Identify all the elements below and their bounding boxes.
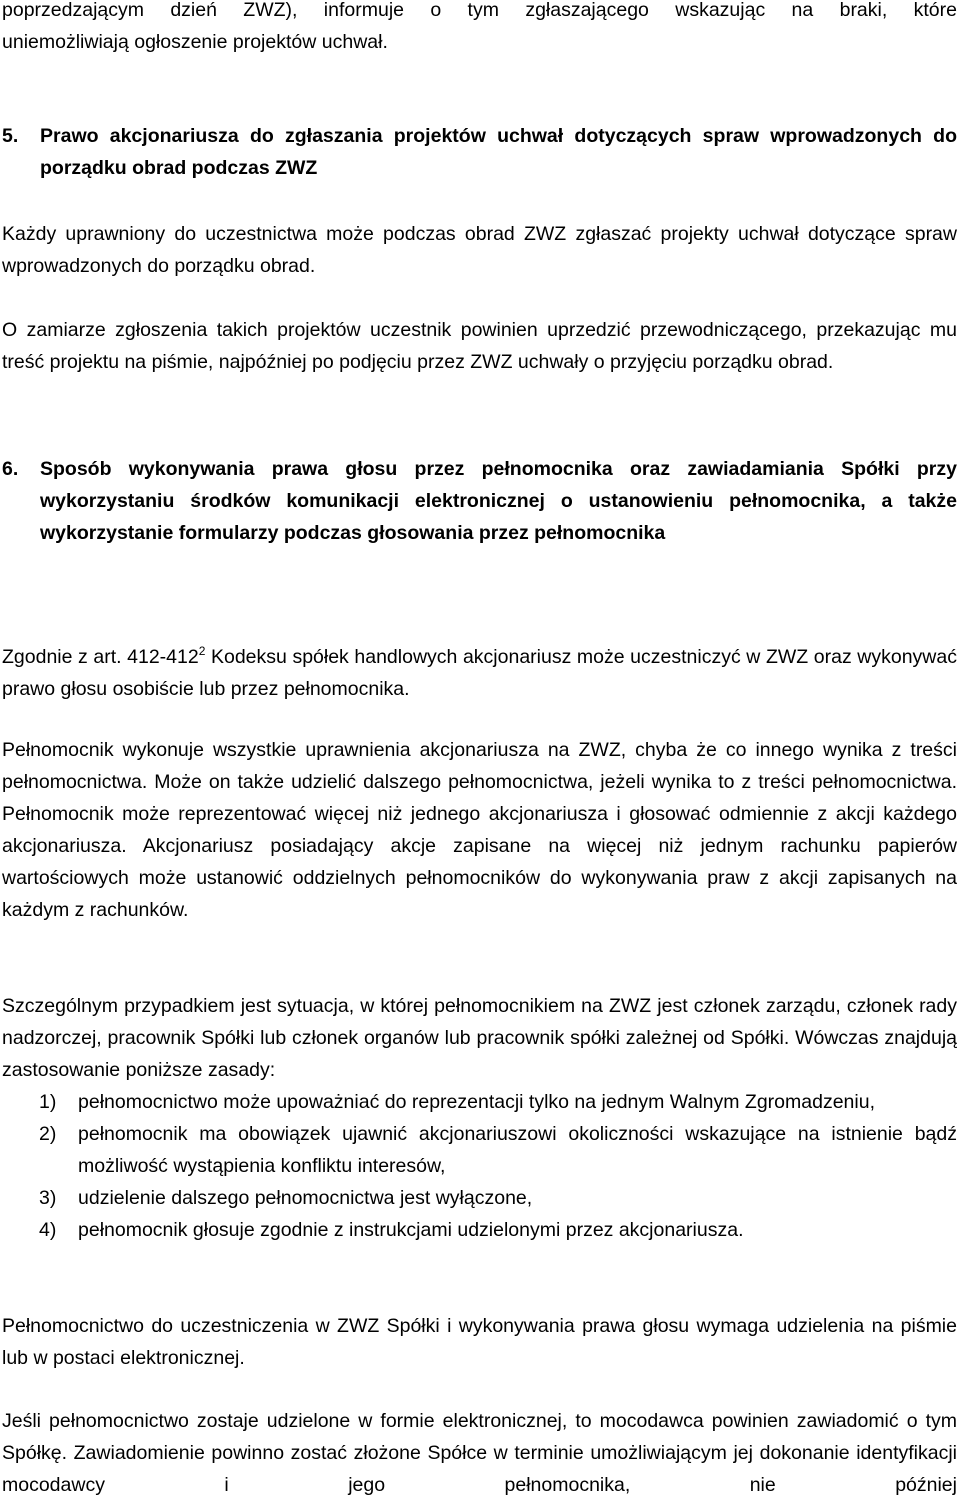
section-5-paragraph-2: O zamiarze zgłoszenia takich projektów uczestnik powinien uprzedzić przewodniczącego, przekazując mu treść projektu na piśmie, najpóźniej po podjęciu przez ZWZ uchwały o przyjęciu porządku obrad.: [2, 319, 957, 373]
list-item-text: pełnomocnictwo może upoważniać do reprezentacji tylko na jednym Walnym Zgromadzeniu,: [78, 1091, 875, 1113]
section-5-number: 5.: [2, 125, 19, 147]
list-item: [2, 1214, 957, 1246]
section-6-paragraph-3: Szczególnym przypadkiem jest sytuacja, w której pełnomocnikiem na ZWZ jest członek zarządu, członek rady nadzorczej, pracownik Spółki lub członek organów lub pracownik spółki zależnej od Spółki. Wówczas znajdują zastosowanie poniższe zasady:: [2, 995, 957, 1081]
list-marker: 1): [39, 1091, 57, 1113]
section-6-heading: [2, 453, 957, 549]
list-marker: 2): [39, 1123, 57, 1145]
list-item-text: udzielenie dalszego pełnomocnictwa jest wyłączone,: [78, 1187, 533, 1209]
intro-block: [2, 0, 957, 58]
article-reference: Zgodnie z art. 412-412: [2, 646, 199, 668]
section-6-paragraph-1: [2, 641, 957, 705]
section-5-heading: [2, 120, 957, 184]
list-marker: 4): [39, 1219, 57, 1241]
list-item: [2, 1086, 957, 1118]
list-marker: 3): [39, 1187, 57, 1209]
article-superscript: 2: [198, 644, 206, 658]
article-continuation: Kodeksu spółek handlowych akcjonariusz może uczestniczyć w ZWZ oraz wykonywać prawo głosu osobiście lub przez pełnomocnika.: [2, 646, 957, 700]
rules-list: [2, 1086, 957, 1246]
section-6-paragraph-4: Pełnomocnictwo do uczestniczenia w ZWZ Spółki i wykonywania prawa głosu wymaga udzielenia na piśmie lub w postaci elektronicznej.: [2, 1315, 957, 1369]
section-5-title: Prawo akcjonariusza do zgłaszania projektów uchwał dotyczących spraw wprowadzonych do porządku obrad podczas ZWZ: [40, 125, 957, 179]
section-6-paragraph-2: Pełnomocnik wykonuje wszystkie uprawnienia akcjonariusza na ZWZ, chyba że co innego wynika z treści pełnomocnictwa. Może on także udzielić dalszego pełnomocnictwa, jeżeli wynika to z treści pełnomocnictwa. Pełnomocnik może reprezentować więcej niż jednego akcjonariusza i głosować odmiennie z akcji każdego akcjonariusza. Akcjonariusz posiadający akcje zapisane na więcej niż jednym rachunku papierów wartościowych może ustanowić oddzielnych pełnomocników do wykonywania praw z akcji zapisanych na każdym z rachunków.: [2, 739, 957, 921]
section-6-title: Sposób wykonywania prawa głosu przez pełnomocnika oraz zawiadamiania Spółki przy wykorzystaniu środków komunikacji elektronicznej o ustanowieniu pełnomocnika, a także wykorzystanie formularzy podczas głosowania przez pełnomocnika: [40, 458, 957, 544]
list-item-text: pełnomocnik ma obowiązek ujawnić akcjonariuszowi okoliczności wskazujące na istnienie bądź możliwość wystąpienia konfliktu interesów,: [78, 1123, 957, 1177]
section-5-paragraph-1: Każdy uprawniony do uczestnictwa może podczas obrad ZWZ zgłaszać projekty uchwał dotyczące spraw wprowadzonych do porządku obrad.: [2, 223, 957, 277]
list-item: [2, 1118, 957, 1182]
list-item-text: pełnomocnik głosuje zgodnie z instrukcjami udzielonymi przez akcjonariusza.: [78, 1219, 744, 1241]
section-6-paragraph-5: Jeśli pełnomocnictwo zostaje udzielone w formie elektronicznej, to mocodawca powinien zawiadomić o tym Spółkę. Zawiadomienie powinno zostać złożone Spółce w terminie umożliwiającym jej dokonanie identyfikacji mocodawcy i jego pełnomocnika, nie później: [2, 1410, 957, 1496]
list-item: [2, 1182, 957, 1214]
section-6-number: 6.: [2, 458, 19, 480]
intro-line-2: uniemożliwiają ogłoszenie projektów uchwał.: [2, 31, 388, 53]
intro-line-1: poprzedzającym dzień ZWZ), informuje o tym zgłaszającego wskazując na braki, które: [2, 0, 957, 21]
